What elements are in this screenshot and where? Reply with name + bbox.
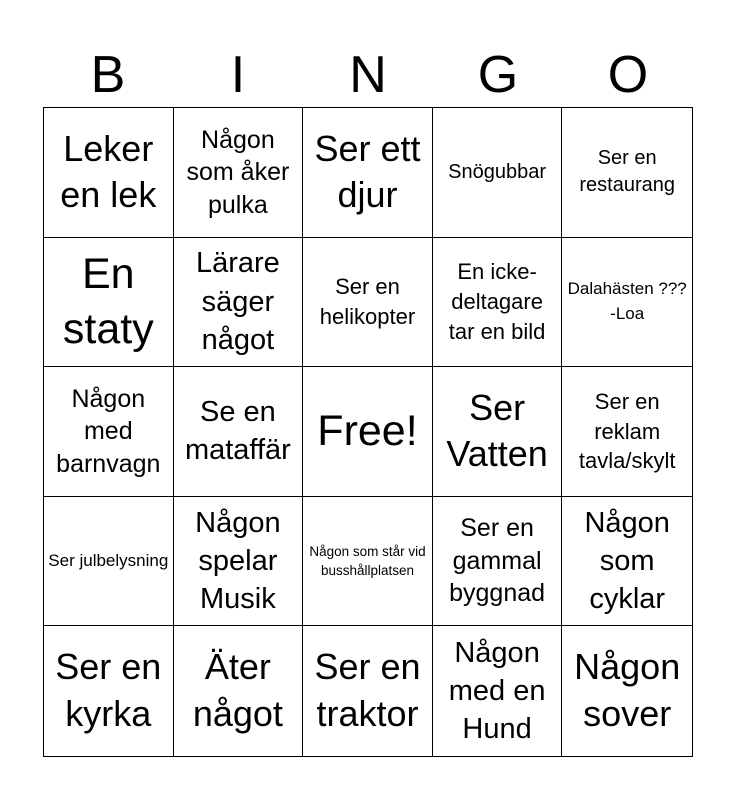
bingo-cell[interactable] <box>562 626 692 756</box>
bingo-header <box>43 44 693 106</box>
cell-text: Någon som åker pulka <box>186 125 290 219</box>
cell-text: Ser Vatten <box>446 386 548 475</box>
bingo-cell[interactable] <box>174 238 304 368</box>
bingo-cell[interactable] <box>433 367 563 497</box>
bingo-cell[interactable] <box>174 367 304 497</box>
cell-text: Ser ett djur <box>314 127 421 216</box>
bingo-cell[interactable] <box>303 238 433 368</box>
free-space-cell[interactable] <box>303 367 433 497</box>
cell-text: Någon med en Hund <box>448 636 546 746</box>
cell-text: Någon sover <box>574 646 681 735</box>
bingo-cell[interactable] <box>303 626 433 756</box>
bingo-cell[interactable] <box>174 497 304 627</box>
bingo-cell[interactable] <box>433 108 563 238</box>
header-letter-i: I <box>230 46 246 104</box>
cell-text: Någon med barnvagn <box>56 384 161 478</box>
cell-text: Ser julbelysning <box>48 550 169 570</box>
cell-text: Leker en lek <box>60 127 157 216</box>
cell-text: Någon som står vid busshållplatsen <box>309 543 426 579</box>
bingo-cell[interactable] <box>44 108 174 238</box>
bingo-cell[interactable] <box>303 497 433 627</box>
header-letter-g: G <box>477 46 519 104</box>
header-letter-n: N <box>349 46 387 104</box>
bingo-cell[interactable] <box>562 108 692 238</box>
cell-text: Ser en kyrka <box>55 646 162 735</box>
cell-text: En icke-deltagare tar en bild <box>448 259 546 344</box>
cell-text: Dalahästen ??? -Loa <box>567 279 687 323</box>
cell-text: Se en mataffär <box>184 396 291 467</box>
bingo-cell[interactable] <box>174 108 304 238</box>
bingo-cell[interactable] <box>174 626 304 756</box>
cell-text: Äter något <box>192 646 283 735</box>
cell-text: Någon som cyklar <box>584 506 670 616</box>
bingo-cell[interactable] <box>303 108 433 238</box>
cell-text: Lärare säger något <box>195 247 280 357</box>
cell-text: Snögubbar <box>448 160 547 183</box>
bingo-cell[interactable] <box>433 626 563 756</box>
cell-text: Ser en reklam tavla/skylt <box>578 388 676 474</box>
bingo-cell[interactable] <box>44 497 174 627</box>
bingo-board <box>43 107 693 757</box>
cell-text: Någon spelar Musik <box>195 506 281 616</box>
bingo-cell[interactable] <box>44 367 174 497</box>
cell-text: Ser en gammal byggnad <box>449 514 546 608</box>
cell-text: Ser en traktor <box>314 646 421 735</box>
cell-text: Ser en helikopter <box>319 273 416 329</box>
cell-text: En staty <box>62 249 154 353</box>
cell-text: Free! <box>317 406 418 455</box>
header-letter-b: B <box>90 46 126 104</box>
bingo-cell[interactable] <box>44 238 174 368</box>
bingo-cell[interactable] <box>433 238 563 368</box>
bingo-cell[interactable] <box>44 626 174 756</box>
bingo-cell[interactable] <box>433 497 563 627</box>
bingo-cell[interactable] <box>562 238 692 368</box>
header-letter-o: O <box>607 46 649 104</box>
bingo-cell[interactable] <box>562 367 692 497</box>
bingo-cell[interactable] <box>562 497 692 627</box>
cell-text: Ser en restaurang <box>579 146 675 197</box>
